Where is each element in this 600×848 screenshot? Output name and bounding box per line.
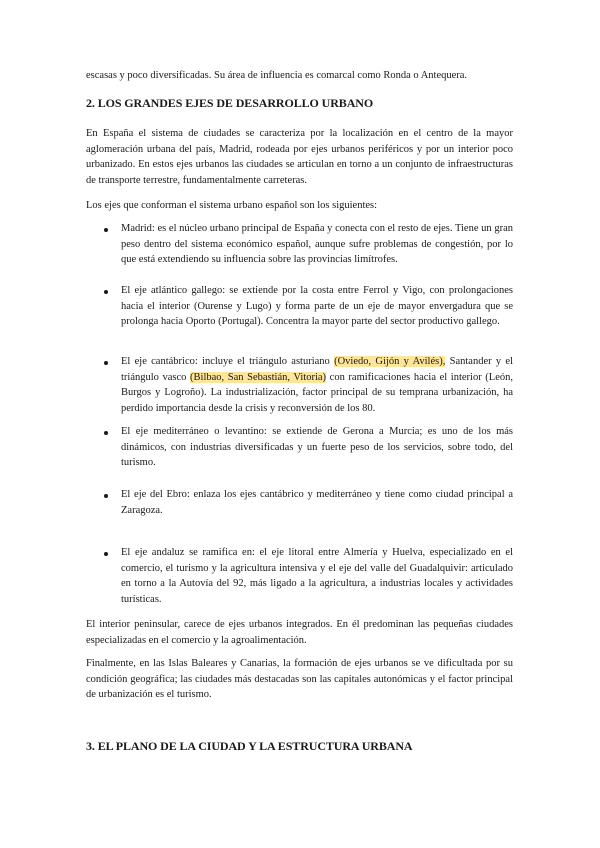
section-2-paragraph-2: Los ejes que conforman el sistema urbano español son los siguientes: [86, 200, 378, 211]
bullet-andaluz: El eje andaluz se ramifica en: el eje litoral entre Almería y Huelva, especializado en el comercio, el turismo y la agricultura intensiva y el eje del valle del Guadalquivir: articulado en torno a la Autovía del 92, más ligado a la agricultura, a industrias locales y actividades turísticas. [121, 547, 513, 605]
cantabrico-text-1: El eje cantábrico: incluye el triángulo asturiano [121, 356, 335, 367]
bullet-dot [104, 228, 108, 232]
cantabrico-text-3: con ramificaciones hacia el interior (León, Burgos y Logroño). La industrialización, factor principal de su temprana urbanización, ha perdido importancia desde la crisis y reconversión de los 80. [121, 371, 513, 414]
bullet-dot [104, 290, 108, 294]
bullet-madrid: Madrid: es el núcleo urbano principal de España y conecta con el resto de ejes. Tiene un gran peso dentro del sistema económico español, aunque sufre problemas de congestión, por lo que está extendiendo su influencia sobre las provincias limítrofes. [121, 223, 513, 265]
bullet-dot [104, 552, 108, 556]
highlight-basque-cities: (Bilbao, San Sebastián, Vitoria) [190, 371, 327, 383]
bullet-mediterraneo: El eje mediterráneo o levantino: se extiende de Gerona a Murcia; es uno de los más dinámicos, con industrias diversificadas y un fuerte peso de los servicios, sobre todo, del turismo. [121, 426, 513, 468]
intro-tail-paragraph: escasas y poco diversificadas. Su área de influencia es comarcal como Ronda o Antequera. [86, 70, 468, 81]
cantabrico-text-2: Santander y el triángulo vasco [121, 356, 513, 383]
section-2-heading: 2. LOS GRANDES EJES DE DESARROLLO URBANO [86, 96, 374, 110]
bullet-dot [104, 361, 108, 365]
highlight-asturian-cities: (Oviedo, Gijón y Avilés), [334, 356, 446, 367]
bullet-dot [104, 431, 108, 435]
section-2-paragraph-3: El interior peninsular, carece de ejes urbanos integrados. En él predominan las pequeñas ciudades especializadas en el comercio y la agroalimentación. [86, 619, 513, 646]
section-3-heading: 3. EL PLANO DE LA CIUDAD Y LA ESTRUCTURA URBANA [86, 739, 413, 753]
section-2-paragraph-1: En España el sistema de ciudades se caracteriza por la localización en el centro de la mayor aglomeración urbana del país, Madrid, rodeada por ejes urbanos periféricos y por un interior poco urbanizado. En estos ejes urbanos las ciudades se articulan en torno a un conjunto de infraestructuras de transporte terrestre, fundamentalmente carreteras. [86, 128, 513, 186]
bullet-cantabrico [121, 354, 513, 416]
section-2-paragraph-4: Finalmente, en las Islas Baleares y Canarias, la formación de ejes urbanos se ve dificultada por su condición geográfica; las ciudades más destacadas son las capitales autonómicas y el factor principal de urbanización es el turismo. [86, 658, 513, 700]
bullet-dot [104, 494, 108, 498]
bullet-gallego: El eje atlántico gallego: se extiende por la costa entre Ferrol y Vigo, con prolongaciones hacia el interior (Ourense y Lugo) y forma parte de un eje de mayor envergadura que se prolonga hacia Oporto (Portugal). Concentra la mayor parte del sector productivo gallego. [121, 285, 513, 327]
bullet-ebro: El eje del Ebro: enlaza los ejes cantábrico y mediterráneo y tiene como ciudad principal a Zaragoza. [121, 489, 513, 516]
